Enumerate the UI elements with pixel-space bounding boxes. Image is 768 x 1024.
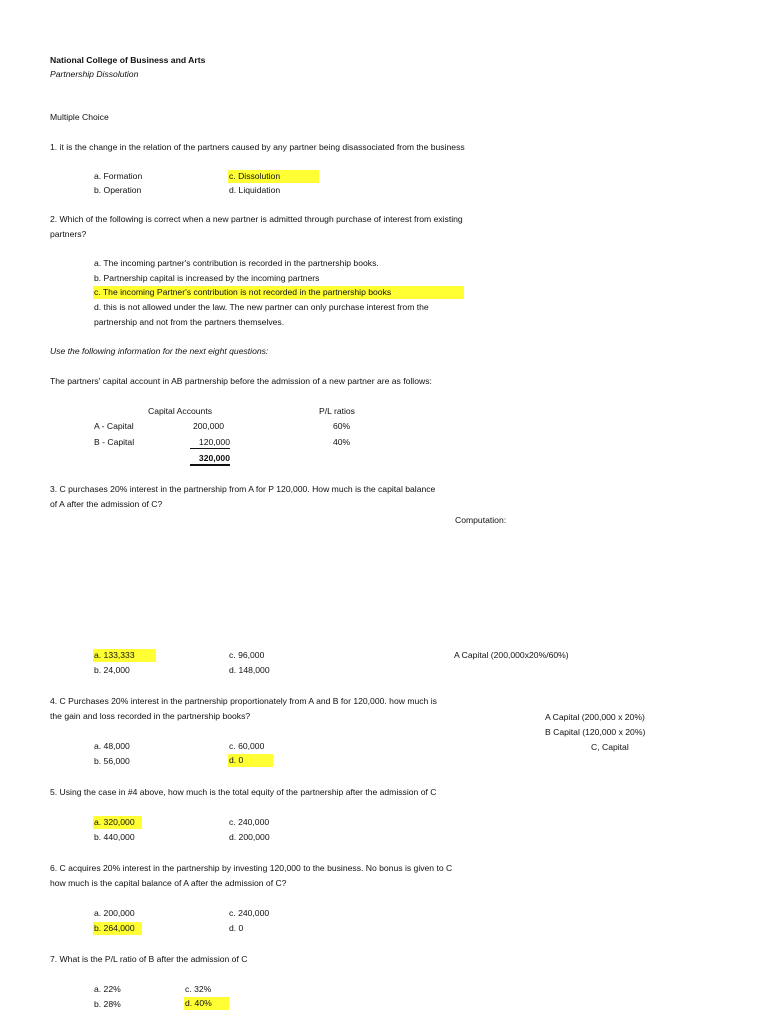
section-title: Multiple Choice [50, 112, 109, 122]
q3-computation: A Capital (200,000x20%/60%) [454, 650, 569, 660]
b-capital-label: B - Capital [94, 437, 135, 447]
school-name: National College of Business and Arts [50, 55, 206, 65]
q3-option-d: d. 148,000 [229, 665, 270, 675]
info-note: Use the following information for the next eight questions: [50, 346, 269, 356]
q3-option-c: c. 96,000 [229, 650, 265, 660]
q2-option-d-line2: partnership and not from the partners themselves. [94, 317, 285, 327]
q3-text-line2: of A after the admission of C? [50, 499, 163, 509]
document-subtitle: Partnership Dissolution [50, 69, 139, 79]
q1-text: 1. it is the change in the relation of the partners caused by any partner being disassociated from the business [50, 142, 465, 152]
q6-option-d: d. 0 [229, 923, 244, 933]
q1-option-c: c. Dissolution [228, 170, 319, 183]
q4-option-b: b. 56,000 [94, 756, 130, 766]
q6-option-a: a. 200,000 [94, 908, 135, 918]
capital-accounts-header: Capital Accounts [148, 406, 213, 416]
q7-option-d: d. 40% [184, 997, 229, 1010]
q1-option-b: b. Operation [94, 185, 142, 195]
q1-option-d: d. Liquidation [229, 185, 281, 195]
b-capital-amount: 120,000 [190, 437, 230, 449]
q4-computation-c: C, Capital [591, 742, 629, 752]
q2-text-line2: partners? [50, 229, 87, 239]
q4-text-line1: 4. C Purchases 20% interest in the partnership proportionately from A and B for 120,000. how much is [50, 696, 437, 706]
q5-text: 5. Using the case in #4 above, how much is the total equity of the partnership after the admission of C [50, 787, 437, 797]
q2-option-c: c. The incoming Partner's contribution is not recorded in the partnership books [93, 286, 464, 299]
q4-text-line2: the gain and loss recorded in the partnership books? [50, 711, 251, 721]
a-capital-amount: 200,000 [193, 421, 225, 431]
q4-computation-b: B Capital (120,000 x 20%) [545, 727, 646, 737]
q3-text-line1: 3. C purchases 20% interest in the partnership from A for P 120,000. How much is the capital balance [50, 484, 436, 494]
q7-option-a: a. 22% [94, 984, 121, 994]
q6-text-line1: 6. C acquires 20% interest in the partnership by investing 120,000 to the business. No bonus is given to C [50, 863, 453, 873]
info-intro: The partners' capital account in AB partnership before the admission of a new partner are as follows: [50, 376, 432, 386]
q7-option-c: c. 32% [185, 984, 212, 994]
capital-total: 320,000 [190, 453, 230, 466]
a-capital-ratio: 60% [333, 421, 351, 431]
q2-option-b: b. Partnership capital is increased by the incoming partners [94, 273, 320, 283]
q4-option-c: c. 60,000 [229, 741, 265, 751]
pl-ratios-header: P/L ratios [319, 406, 355, 416]
q5-option-a: a. 320,000 [93, 816, 142, 829]
a-capital-label: A - Capital [94, 421, 134, 431]
q1-option-a: a. Formation [94, 171, 143, 181]
q4-option-d: d. 0 [228, 754, 273, 767]
q3-option-b: b. 24,000 [94, 665, 130, 675]
q7-option-b: b. 28% [94, 999, 121, 1009]
q6-text-line2: how much is the capital balance of A after the admission of C? [50, 878, 287, 888]
q3-option-a: a. 133,333 [93, 649, 156, 662]
q7-text: 7. What is the P/L ratio of B after the admission of C [50, 954, 248, 964]
computation-label: Computation: [455, 515, 507, 525]
q4-computation-a: A Capital (200,000 x 20%) [545, 712, 645, 722]
b-capital-ratio: 40% [333, 437, 351, 447]
q2-text-line1: 2. Which of the following is correct when a new partner is admitted through purchase of interest from existing [50, 214, 463, 224]
q5-option-c: c. 240,000 [229, 817, 270, 827]
q5-option-b: b. 440,000 [94, 832, 135, 842]
q6-option-b: b. 264,000 [93, 922, 142, 935]
q4-option-a: a. 48,000 [94, 741, 130, 751]
q6-option-c: c. 240,000 [229, 908, 270, 918]
q2-option-a: a. The incoming partner's contribution is recorded in the partnership books. [94, 258, 379, 268]
q2-option-d-line1: d. this is not allowed under the law. The new partner can only purchase interest from the [94, 302, 429, 312]
q5-option-d: d. 200,000 [229, 832, 270, 842]
